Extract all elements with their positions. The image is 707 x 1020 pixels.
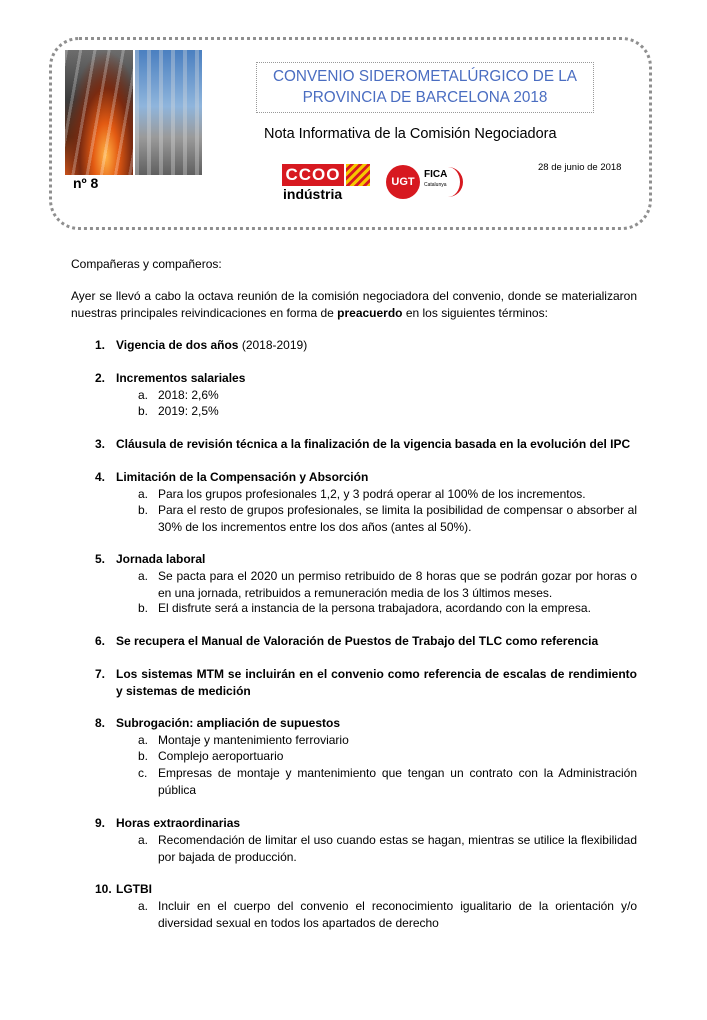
catalan-flag-icon <box>346 164 370 186</box>
item-number: 9. <box>95 816 106 830</box>
greeting: Compañeras y compañeros: <box>71 257 222 271</box>
sub-item-label: c. <box>138 766 148 780</box>
steel-coils-photo <box>65 50 133 175</box>
sub-item-text: Complejo aeroportuario <box>158 749 284 763</box>
sub-item-label: a. <box>138 388 149 402</box>
item-title-suffix: (2018-2019) <box>238 338 308 352</box>
item-title-3 <box>116 436 637 453</box>
item-number: 4. <box>95 470 106 484</box>
issue-number: nº 8 <box>73 175 99 191</box>
intro-paragraph <box>71 288 637 322</box>
item-title-1 <box>116 337 637 354</box>
intro-text-before: Ayer se llevó a cabo la octava reunión de la comisión negociadora del convenio, donde se materializaron nuestras principales reivindicaciones en forma de <box>71 289 637 320</box>
intro-text-bold: preacuerdo <box>337 306 403 320</box>
item-title-text: Vigencia de dos años <box>116 338 239 352</box>
item-title-4 <box>116 469 637 486</box>
item-number: 8. <box>95 716 106 730</box>
sub-item-text: Recomendación de limitar el uso cuando estas se hagan, mientras se utilice la flexibilidad por bajada de producción. <box>158 833 637 864</box>
item-title-5 <box>116 551 637 568</box>
sub-item-label: b. <box>138 404 149 418</box>
factory-photo <box>135 50 202 175</box>
sub-item-text: Incluir en el cuerpo del convenio el reconocimiento igualitario de la orientación y/o diversidad sexual en todos los apartados de derecho <box>158 899 637 930</box>
intro-text-after: en los siguientes términos: <box>402 306 548 320</box>
document-subtitle: Nota Informativa de la Comisión Negociadora <box>264 126 557 142</box>
ccoo-logo-word: indústria <box>283 186 343 202</box>
ccoo-industria-logo <box>282 164 372 204</box>
item-title-8 <box>116 715 637 732</box>
item-number: 5. <box>95 552 106 566</box>
item-title-text: Horas extraordinarias <box>116 816 241 830</box>
sub-item-label: a. <box>138 569 149 583</box>
item-title-text: Jornada laboral <box>116 552 206 566</box>
sub-item-text: 2018: 2,6% <box>158 388 219 402</box>
sub-item-text: 2019: 2,5% <box>158 404 219 418</box>
sub-item-text: Para los grupos profesionales 1,2, y 3 podrá operar al 100% de los incrementos. <box>158 487 586 501</box>
item-title-2 <box>116 370 637 387</box>
document-title: CONVENIO SIDEROMETALÚRGICO DE LA PROVINCIA DE BARCELONA 2018 <box>256 62 594 113</box>
sub-item-label: b. <box>138 601 149 615</box>
item-title-6 <box>116 633 637 650</box>
item-number: 3. <box>95 437 106 451</box>
item-title-7 <box>116 666 637 700</box>
sub-item-label: b. <box>138 749 149 763</box>
item-number: 6. <box>95 634 106 648</box>
item-title-9 <box>116 815 637 832</box>
sub-item-label: b. <box>138 503 149 517</box>
item-title-text: Limitación de la Compensación y Absorción <box>116 470 369 484</box>
fica-logo-text: FICA <box>424 169 448 180</box>
sub-item-text: El disfrute será a instancia de la persona trabajadora, acordando con la empresa. <box>158 601 591 615</box>
item-number: 7. <box>95 667 106 681</box>
sub-item-text: Se pacta para el 2020 un permiso retribuido de 8 horas que se podrán gozar por horas o en una jornada, retribuidos a remuneración media de los 3 últimos meses. <box>158 569 637 600</box>
document-date: 28 de junio de 2018 <box>538 162 622 173</box>
item-title-text: Incrementos salariales <box>116 371 246 385</box>
item-number: 2. <box>95 371 106 385</box>
item-title-text: LGTBI <box>116 882 152 896</box>
ugt-logo-mark: UGT <box>386 165 420 199</box>
item-number: 1. <box>95 338 106 352</box>
sub-item-text: Empresas de montaje y mantenimiento que tengan un contrato con la Administración pública <box>158 766 637 797</box>
item-title-text: Cláusula de revisión técnica a la finalización de la vigencia basada en la evolución del IPC <box>116 437 631 451</box>
sub-item-text: Montaje y mantenimiento ferroviario <box>158 733 349 747</box>
item-title-text: Se recupera el Manual de Valoración de Puestos de Trabajo del TLC como referencia <box>116 634 599 648</box>
item-number: 10. <box>95 882 112 896</box>
item-title-10 <box>116 881 637 898</box>
sub-item-text: Para el resto de grupos profesionales, se limita la posibilidad de compensar o absorber al 30% de los incrementos entre los dos años (antes al 50%). <box>158 503 637 534</box>
item-title-text: Los sistemas MTM se incluirán en el convenio como referencia de escalas de rendimiento y sistemas de medición <box>116 667 637 698</box>
ccoo-logo-mark: CCOO <box>282 164 344 186</box>
item-title-text: Subrogación: ampliación de supuestos <box>116 716 341 730</box>
fica-logo-subtext: Catalunya <box>424 182 447 188</box>
ugt-fica-logo <box>384 163 462 203</box>
fica-arc-icon <box>442 167 463 197</box>
industrial-photo <box>65 50 202 175</box>
sub-item-label: a. <box>138 899 149 913</box>
sub-item-label: a. <box>138 487 149 501</box>
sub-item-label: a. <box>138 833 149 847</box>
sub-item-label: a. <box>138 733 149 747</box>
